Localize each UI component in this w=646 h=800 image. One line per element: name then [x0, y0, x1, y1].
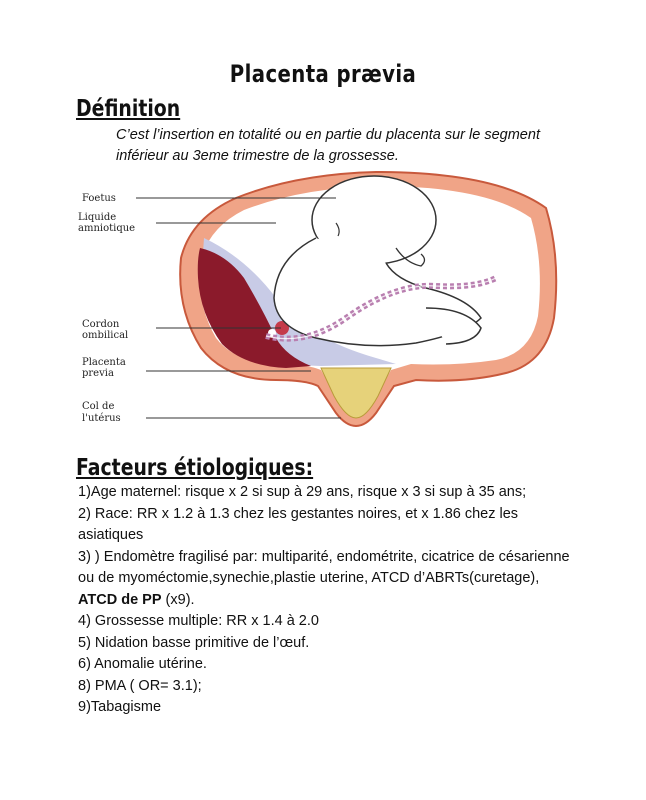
facteur-item: [78, 590, 578, 612]
label-liquide-1: Liquide: [78, 212, 117, 223]
facteur-item: 6) Anomalie utérine.: [78, 656, 207, 672]
placenta-previa-diagram: [76, 168, 578, 436]
label-cordon-2: ombilical: [82, 330, 129, 341]
facteur-item: 5) Nidation basse primitive de l’œuf.: [78, 634, 310, 651]
facteur-bold: ATCD de PP: [78, 591, 162, 608]
label-col-1: Col de: [82, 401, 115, 412]
label-foetus: Foetus: [82, 193, 116, 204]
label-liquide-2: amniotique: [78, 223, 136, 234]
label-cordon-1: Cordon: [82, 319, 120, 330]
facteurs-heading: Facteurs étiologiques:: [76, 455, 314, 481]
definition-text: C’est l’insertion en totalité ou en partie du placenta sur le segment inférieur au 3eme trimestre de la grossesse.: [116, 127, 540, 164]
facteur-item: 8) PMA ( OR= 3.1);: [78, 677, 202, 694]
label-placenta-1: Placenta: [82, 357, 126, 368]
definition-heading: Définition: [76, 96, 181, 122]
facteur-item: 3) ) Endomètre fragilisé par: multiparité, endométrite, cicatrice de césarienne ou de myoméctomie,synechie,plastie uterine, ATCD d’ABRTs(curetage),: [78, 548, 570, 586]
label-placenta-2: previa: [82, 368, 114, 379]
facteurs-list: [78, 482, 578, 719]
facteur-item: 2) Race: RR x 1.2 à 1.3 chez les gestantes noires, et x 1.86 chez les asiatiques: [78, 505, 519, 543]
facteur-rest: (x9).: [161, 591, 195, 608]
facteur-item: 4) Grossesse multiple: RR x 1.4 à 2.0: [78, 613, 319, 629]
page-title: Placenta prævia: [229, 60, 417, 88]
label-col-2: l'utérus: [82, 413, 121, 424]
facteur-item: 9)Tabagisme: [78, 699, 162, 715]
facteur-item: 1)Age maternel: risque x 2 si sup à 29 ans, risque x 3 si sup à 35 ans;: [78, 484, 527, 500]
